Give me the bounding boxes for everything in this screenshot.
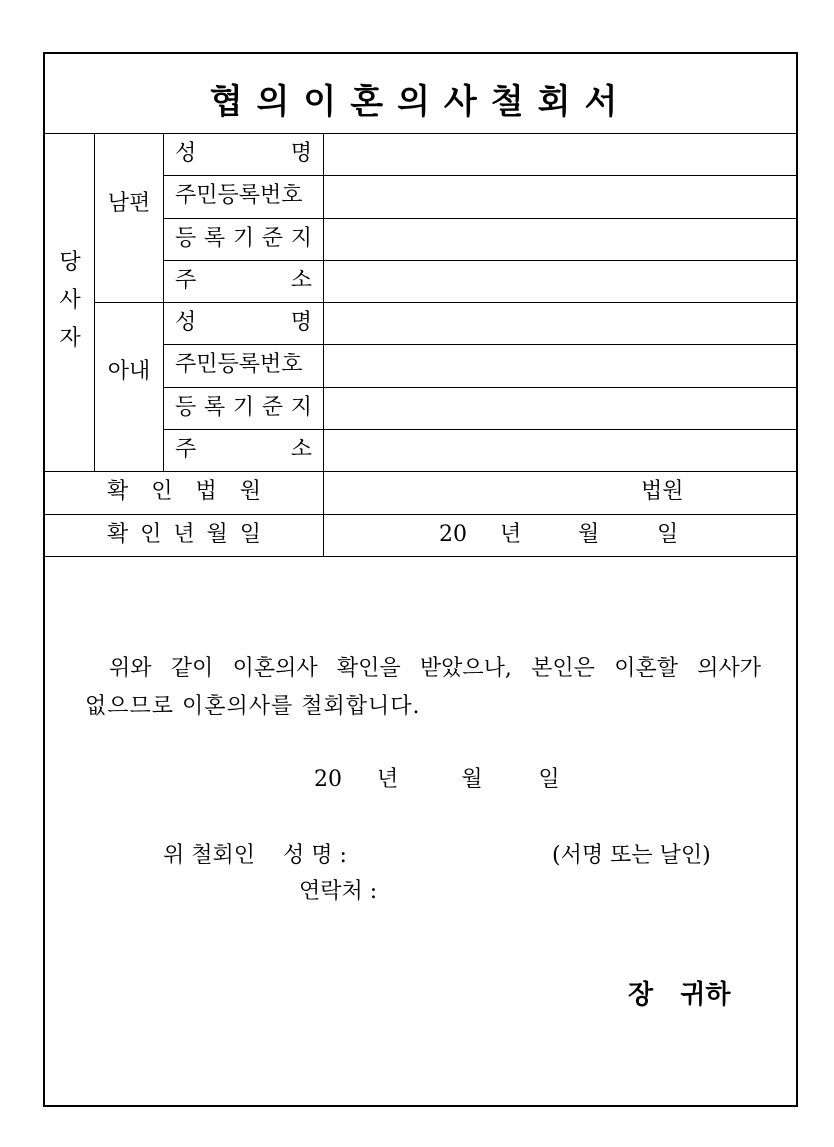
form-title: 협의이혼의사철회서 xyxy=(209,82,632,122)
wife-address-input[interactable] xyxy=(324,430,796,471)
wife-registry-input[interactable] xyxy=(324,388,796,429)
date-unit-month: 월 xyxy=(578,522,600,547)
divider xyxy=(163,133,164,471)
wife-registry-label: 등 록 기 준 지 xyxy=(175,395,312,420)
court-input[interactable] xyxy=(324,472,796,514)
wife-label: 아내 xyxy=(107,359,151,384)
wife-id-input[interactable] xyxy=(324,345,796,387)
divider xyxy=(45,556,796,557)
wife-id-label: 주민등록번호 xyxy=(175,352,303,377)
husband-registry-input[interactable] xyxy=(324,219,796,260)
statement-date: 20 년 월 일 xyxy=(314,767,560,792)
sign-hint: (서명 또는 날인) xyxy=(552,843,711,868)
date-label: 확 인 년 월 일 xyxy=(107,522,261,547)
statement-line-2: 없으므로 이혼의사를 철회합니다. xyxy=(85,694,421,719)
statement xyxy=(85,650,761,726)
statement-line-1: 위와 같이 이혼의사 확인을 받았으나, 본인은 이혼할 의사가 xyxy=(109,656,761,681)
form-frame xyxy=(43,52,798,1107)
husband-name-input[interactable] xyxy=(324,134,796,175)
husband-address-label: 주 소 xyxy=(175,268,312,293)
contact-line: 연락처 : xyxy=(299,879,378,904)
party-label: 당 사 자 xyxy=(59,250,81,351)
husband-id-label: 주민등록번호 xyxy=(175,183,303,208)
wife-address-label: 주 소 xyxy=(175,437,312,462)
husband-label: 남편 xyxy=(107,191,151,216)
date-year-prefix: 20 xyxy=(439,522,467,547)
signer-line: 위 철회인 성 명 : xyxy=(163,843,347,868)
date-unit-year: 년 xyxy=(500,522,522,547)
addressee: 장 귀하 xyxy=(628,980,731,1010)
court-suffix: 법원 xyxy=(641,479,684,504)
husband-name-label: 성 명 xyxy=(175,141,312,166)
signer-name-input[interactable] xyxy=(395,836,545,868)
date-input[interactable] xyxy=(324,515,796,556)
husband-id-input[interactable] xyxy=(324,176,796,218)
husband-registry-label: 등 록 기 준 지 xyxy=(175,226,312,251)
contact-input[interactable] xyxy=(395,872,695,904)
wife-name-input[interactable] xyxy=(324,303,796,344)
date-unit-day: 일 xyxy=(657,522,679,547)
husband-address-input[interactable] xyxy=(324,261,796,302)
wife-name-label: 성 명 xyxy=(175,310,312,335)
court-label: 확 인 법 원 xyxy=(107,479,261,504)
